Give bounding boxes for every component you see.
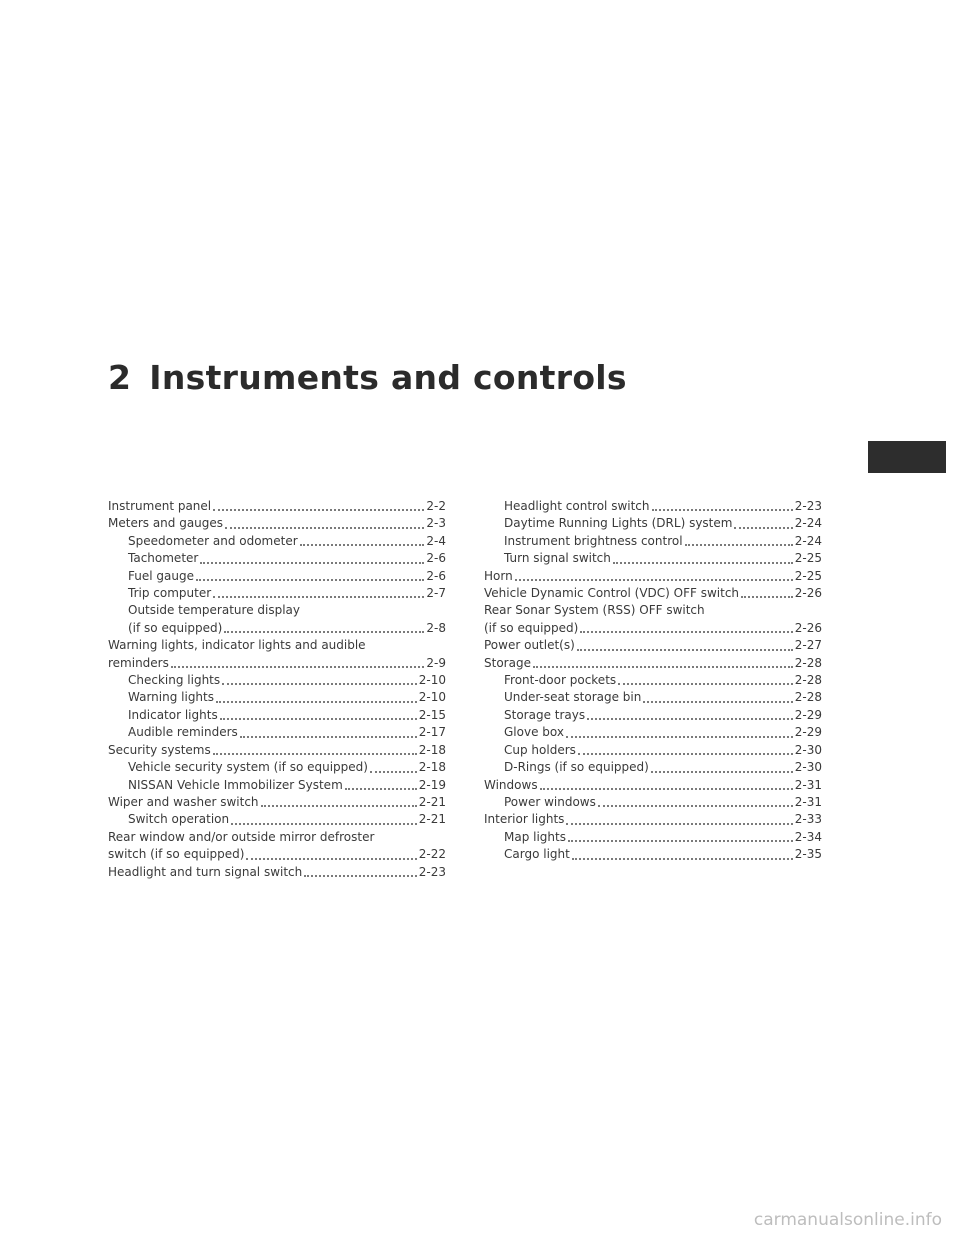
toc-page-number: 2-34	[794, 829, 822, 844]
toc-entry[interactable]	[108, 724, 446, 741]
toc-dot-leader	[240, 736, 417, 738]
toc-entry-title: Meters and gauges	[108, 516, 224, 531]
toc-dot-leader	[196, 579, 424, 581]
toc-dot-leader	[231, 823, 417, 825]
toc-dot-leader	[566, 823, 792, 825]
toc-entry[interactable]	[108, 707, 446, 724]
toc-entry[interactable]	[484, 689, 822, 706]
toc-dot-leader	[580, 631, 792, 633]
toc-dot-leader	[643, 701, 792, 703]
toc-entry[interactable]	[484, 846, 822, 863]
toc-entry-title: Front-door pockets	[504, 673, 617, 688]
toc-dot-leader	[613, 562, 793, 564]
toc-dot-leader	[587, 718, 793, 720]
toc-entry-title: Fuel gauge	[128, 568, 194, 583]
toc-page-number: 2-26	[794, 586, 822, 601]
toc-entry[interactable]	[484, 637, 822, 654]
toc-right-column	[484, 498, 822, 864]
toc-entry[interactable]	[484, 829, 822, 846]
toc-entry[interactable]	[108, 550, 446, 567]
toc-page-number: 2-23	[418, 864, 446, 879]
toc-entry[interactable]	[108, 568, 446, 585]
toc-entry[interactable]	[108, 655, 446, 672]
toc-dot-leader	[572, 858, 793, 860]
toc-entry-title: Tachometer	[128, 551, 199, 566]
toc-entry-title: Speedometer and odometer	[128, 533, 298, 548]
toc-page-number: 2-18	[418, 760, 446, 775]
toc-entry-title: D-Rings (if so equipped)	[504, 760, 649, 775]
toc-entry[interactable]	[108, 846, 446, 863]
toc-page-number: 2-30	[794, 760, 822, 775]
toc-entry-title: Cup holders	[504, 742, 576, 757]
toc-dot-leader	[734, 527, 792, 529]
toc-entry-title: Vehicle Dynamic Control (VDC) OFF switch	[484, 586, 740, 601]
toc-dot-leader	[213, 509, 424, 511]
toc-entry-title: Trip computer	[128, 586, 212, 601]
toc-entry-title: Headlight control switch	[504, 499, 650, 513]
toc-entry-title: switch (if so equipped)	[108, 847, 245, 862]
toc-entry[interactable]	[108, 620, 446, 637]
toc-page-number: 2-25	[794, 568, 822, 583]
toc-entry[interactable]	[484, 515, 822, 532]
toc-dot-leader	[515, 579, 793, 581]
toc-entry[interactable]	[484, 707, 822, 724]
toc-page-number: 2-2	[426, 499, 446, 513]
toc-page-number: 2-29	[794, 707, 822, 722]
toc-page-number: 2-24	[794, 516, 822, 531]
toc-dot-leader	[598, 805, 793, 807]
toc-dot-leader	[652, 509, 793, 511]
toc-dot-leader	[618, 683, 793, 685]
toc-entry[interactable]	[484, 550, 822, 567]
toc-page-number: 2-28	[794, 673, 822, 688]
toc-dot-leader	[222, 683, 417, 685]
toc-entry[interactable]	[108, 759, 446, 776]
toc-entry[interactable]	[484, 777, 822, 794]
toc-entry-title-line: Outside temperature display	[128, 603, 301, 618]
toc-entry[interactable]	[484, 724, 822, 741]
toc-dot-leader	[200, 562, 424, 564]
chapter-number: 2	[108, 358, 132, 397]
toc-page-number: 2-31	[794, 794, 822, 809]
toc-entry[interactable]	[108, 672, 446, 689]
toc-page-number: 2-17	[418, 725, 446, 740]
toc-entry-title: (if so equipped)	[128, 620, 223, 635]
toc-entry-title: Audible reminders	[128, 725, 238, 740]
toc-dot-leader	[566, 736, 793, 738]
toc-dot-leader	[246, 858, 416, 860]
toc-page-number: 2-6	[426, 551, 446, 566]
toc-dot-leader	[533, 666, 793, 668]
toc-page-number: 2-33	[794, 812, 822, 827]
toc-dot-leader	[220, 718, 417, 720]
chapter-title	[108, 358, 627, 397]
toc-dot-leader	[685, 544, 793, 546]
toc-entry[interactable]	[484, 533, 822, 550]
toc-entry[interactable]	[484, 811, 822, 828]
toc-entry-title: Daytime Running Lights (DRL) system	[504, 516, 733, 531]
toc-left-column	[108, 498, 446, 881]
toc-entry[interactable]	[108, 533, 446, 550]
toc-page-number: 2-31	[794, 777, 822, 792]
toc-page-number: 2-18	[418, 742, 446, 757]
toc-entry[interactable]	[108, 515, 446, 532]
toc-entry[interactable]	[108, 585, 446, 602]
toc-dot-leader	[651, 771, 793, 773]
toc-entry[interactable]	[108, 498, 446, 515]
toc-entry[interactable]	[484, 620, 822, 637]
toc-entry[interactable]	[484, 759, 822, 776]
chapter-title-text: Instruments and controls	[149, 358, 627, 397]
toc-entry-title: Checking lights	[128, 673, 221, 688]
toc-entry[interactable]	[108, 811, 446, 828]
toc-page-number: 2-6	[426, 568, 446, 583]
toc-entry-title: Headlight and turn signal switch	[108, 864, 303, 879]
toc-entry-title: Storage	[484, 655, 531, 670]
toc-page-number: 2-19	[418, 777, 446, 792]
toc-entry-title: Storage trays	[504, 707, 586, 722]
toc-entry-title: Wiper and washer switch	[108, 794, 259, 809]
toc-dot-leader	[213, 753, 417, 755]
toc-entry[interactable]	[484, 672, 822, 689]
toc-page-number: 2-8	[426, 620, 446, 635]
toc-dot-leader	[171, 666, 425, 668]
toc-entry[interactable]	[484, 585, 822, 602]
toc-dot-leader	[304, 875, 417, 877]
toc-entry-title: Windows	[484, 777, 538, 792]
footer-watermark: carmanualsonline.info	[753, 1210, 942, 1230]
toc-page-number: 2-10	[418, 690, 446, 705]
toc-entry-title: Map lights	[504, 829, 566, 844]
toc-page-number: 2-21	[418, 812, 446, 827]
toc-entry-title: Instrument brightness control	[504, 533, 683, 548]
toc-entry-title: Warning lights	[128, 690, 214, 705]
toc-entry-title-line: Rear Sonar System (RSS) OFF switch	[484, 603, 705, 618]
toc-page-number: 2-4	[426, 533, 446, 548]
toc-dot-leader	[224, 631, 424, 633]
toc-entry-title: Power windows	[504, 794, 596, 809]
toc-entry-title: Interior lights	[484, 812, 565, 827]
toc-entry[interactable]	[484, 794, 822, 811]
toc-entry[interactable]	[484, 568, 822, 585]
toc-entry-title: Power outlet(s)	[484, 638, 575, 653]
chapter-tab-marker	[868, 441, 946, 473]
toc-page-number: 2-3	[426, 516, 446, 531]
toc-entry-title: Indicator lights	[128, 707, 218, 722]
toc-entry[interactable]	[484, 742, 822, 759]
toc-entry[interactable]	[484, 655, 822, 672]
toc-entry[interactable]	[108, 689, 446, 706]
toc-entry-title-line: Warning lights, indicator lights and audible	[108, 638, 366, 653]
toc-entry-title: Turn signal switch	[504, 551, 611, 566]
toc-page-number: 2-28	[794, 690, 822, 705]
toc-entry-title: NISSAN Vehicle Immobilizer System	[128, 777, 343, 792]
toc-entry-title: Cargo light	[504, 847, 570, 862]
toc-page-number: 2-22	[418, 847, 446, 862]
toc-dot-leader	[345, 788, 417, 790]
toc-entry-title: Under-seat storage bin	[504, 690, 642, 705]
toc-entry[interactable]	[108, 777, 446, 794]
toc-dot-leader	[577, 649, 793, 651]
toc-entry-title: reminders	[108, 655, 169, 670]
toc-entry-title: Horn	[484, 568, 513, 583]
toc-entry[interactable]	[484, 498, 822, 515]
toc-entry-title: Switch operation	[128, 812, 230, 827]
toc-dot-leader	[741, 596, 793, 598]
toc-page-number: 2-35	[794, 847, 822, 862]
toc-entry[interactable]	[108, 864, 446, 881]
toc-page-number: 2-28	[794, 655, 822, 670]
toc-page-number: 2-24	[794, 533, 822, 548]
toc-entry-title: Glove box	[504, 725, 564, 740]
toc-page-number: 2-25	[794, 551, 822, 566]
toc-entry-title-line: Rear window and/or outside mirror defroster	[108, 829, 375, 844]
toc-entry-title: (if so equipped)	[484, 620, 579, 635]
toc-page-number: 2-30	[794, 742, 822, 757]
toc-dot-leader	[568, 840, 793, 842]
toc-page-number: 2-26	[794, 620, 822, 635]
toc-entry[interactable]	[108, 742, 446, 759]
toc-dot-leader	[578, 753, 793, 755]
toc-dot-leader	[540, 788, 793, 790]
toc-page-number: 2-7	[426, 586, 446, 601]
toc-page-number: 2-27	[794, 638, 822, 653]
toc-entry[interactable]	[108, 794, 446, 811]
toc-page-number: 2-29	[794, 725, 822, 740]
toc-dot-leader	[225, 527, 424, 529]
toc-dot-leader	[261, 805, 417, 807]
toc-dot-leader	[216, 701, 417, 703]
toc-page-number: 2-10	[418, 673, 446, 688]
toc-entry-title: Instrument panel	[108, 499, 212, 513]
toc-entry-title: Vehicle security system (if so equipped)	[128, 760, 368, 775]
toc-page-number: 2-23	[794, 499, 822, 513]
toc-entry-title: Security systems	[108, 742, 211, 757]
toc-dot-leader	[370, 771, 417, 773]
toc-page-number: 2-21	[418, 794, 446, 809]
toc-page-number: 2-15	[418, 707, 446, 722]
toc-dot-leader	[213, 596, 424, 598]
toc-dot-leader	[300, 544, 425, 546]
toc-page-number: 2-9	[426, 655, 446, 670]
